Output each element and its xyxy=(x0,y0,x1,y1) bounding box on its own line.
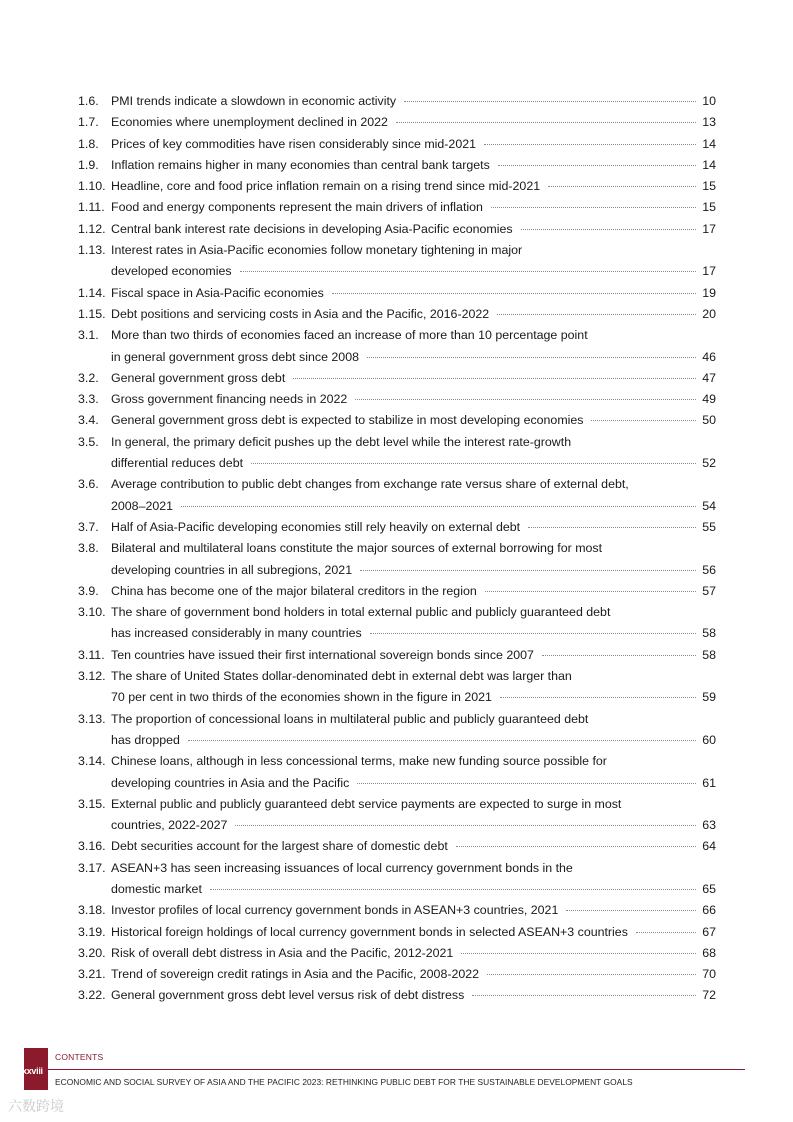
figure-title: differential reduces debt xyxy=(111,456,244,471)
figure-title: Average contribution to public debt changes from exchange rate versus share of external debt, xyxy=(111,477,629,492)
toc-entry[interactable] xyxy=(78,900,716,921)
figure-number: 3.5. xyxy=(78,434,99,449)
figure-title: Debt positions and servicing costs in Asia and the Pacific, 2016-2022 xyxy=(111,306,490,321)
figure-title: Bilateral and multilateral loans constitute the major sources of external borrowing for most xyxy=(111,541,603,556)
toc-entry[interactable] xyxy=(78,794,716,837)
figure-title: developed economies xyxy=(111,264,232,279)
section-label: CONTENTS xyxy=(55,1052,104,1062)
figure-number: 3.4. xyxy=(78,413,99,428)
dot-leader xyxy=(240,270,696,272)
toc-entry[interactable] xyxy=(78,985,716,1006)
toc-entry[interactable] xyxy=(78,943,716,964)
dot-leader xyxy=(521,228,696,230)
toc-entry[interactable] xyxy=(78,410,716,431)
figure-title: Investor profiles of local currency government bonds in ASEAN+3 countries, 2021 xyxy=(111,903,559,918)
figure-title: countries, 2022-2027 xyxy=(111,818,228,833)
figure-title: developing countries in all subregions, 2021 xyxy=(111,562,353,577)
figure-number: 1.6. xyxy=(78,94,99,108)
dot-leader xyxy=(293,377,696,379)
page-ref: 15 xyxy=(702,200,716,215)
dot-leader xyxy=(251,462,696,464)
dot-leader xyxy=(461,952,696,954)
toc-entry[interactable] xyxy=(78,219,716,240)
toc-entry[interactable] xyxy=(78,283,716,304)
toc-entry[interactable] xyxy=(78,176,716,197)
figure-title: Economies where unemployment declined in 2022 xyxy=(111,115,388,130)
toc-entry[interactable] xyxy=(78,538,716,581)
figure-title: has increased considerably in many countries xyxy=(111,626,362,641)
figure-title: 2008–2021 xyxy=(111,498,174,513)
toc-entry[interactable] xyxy=(78,858,716,901)
figure-title: Gross government financing needs in 2022 xyxy=(111,392,348,407)
figure-title: External public and publicly guaranteed debt service payments are expected to surge in most xyxy=(111,796,622,811)
figure-title: developing countries in Asia and the Pacific xyxy=(111,775,350,790)
figure-title: Debt securities account for the largest share of domestic debt xyxy=(111,839,448,854)
figure-title: The share of government bond holders in total external public and publicly guaranteed debt xyxy=(111,605,611,620)
page-ref: 17 xyxy=(702,221,716,236)
page-ref: 46 xyxy=(702,349,716,364)
page-ref: 14 xyxy=(702,136,716,151)
dot-leader xyxy=(491,206,696,208)
toc-entry[interactable] xyxy=(78,91,716,112)
dot-leader xyxy=(528,526,696,528)
page-ref: 17 xyxy=(702,264,716,279)
dot-leader xyxy=(235,824,696,826)
figure-title: has dropped xyxy=(111,732,180,747)
figure-title: Trend of sovereign credit ratings in Asia and the Pacific, 2008-2022 xyxy=(111,967,480,982)
page-ref: 49 xyxy=(702,392,716,407)
dot-leader xyxy=(636,931,696,933)
dot-leader xyxy=(367,356,696,358)
page-ref: 63 xyxy=(702,818,716,833)
figure-number: 3.20. xyxy=(78,945,106,960)
figure-number: 3.18. xyxy=(78,903,106,918)
figure-title: Historical foreign holdings of local currency government bonds in selected ASEAN+3 countries xyxy=(111,924,628,939)
figure-number: 3.6. xyxy=(78,477,99,492)
dot-leader xyxy=(484,143,696,145)
toc-entry[interactable] xyxy=(78,922,716,943)
figure-number: 1.11. xyxy=(78,200,105,215)
toc-entry[interactable] xyxy=(78,197,716,218)
page-ref: 47 xyxy=(702,370,716,385)
toc-entry[interactable] xyxy=(78,432,716,475)
figure-title: Risk of overall debt distress in Asia and the Pacific, 2012-2021 xyxy=(111,945,454,960)
toc-entry[interactable] xyxy=(78,666,716,709)
figure-number: 3.1. xyxy=(78,328,99,343)
page-ref: 56 xyxy=(702,562,716,577)
figure-number: 3.17. xyxy=(78,860,106,875)
dot-leader xyxy=(370,632,696,634)
figure-number: 3.15. xyxy=(78,796,106,811)
dot-leader xyxy=(542,654,696,656)
watermark: 六数跨境 xyxy=(8,1098,64,1114)
figure-title: Ten countries have issued their first international sovereign bonds since 2007 xyxy=(111,647,534,662)
toc-entry[interactable] xyxy=(78,134,716,155)
figure-number: 1.14. xyxy=(78,285,106,300)
dot-leader xyxy=(591,419,696,421)
figure-title: The share of United States dollar-denominated debt in external debt was larger than xyxy=(111,669,572,684)
figure-number: 3.2. xyxy=(78,370,99,385)
figure-title: General government gross debt is expected to stabilize in most developing economies xyxy=(111,413,584,428)
figure-number: 3.14. xyxy=(78,754,106,769)
page-ref: 65 xyxy=(702,881,716,896)
toc-entry[interactable] xyxy=(78,602,716,645)
dot-leader xyxy=(456,845,696,847)
page-ref: 50 xyxy=(702,413,716,428)
figure-title: More than two thirds of economies faced an increase of more than 10 percentage point xyxy=(111,328,588,343)
toc-entry[interactable] xyxy=(78,474,716,517)
toc-entry[interactable] xyxy=(78,389,716,410)
toc-entry[interactable] xyxy=(78,836,716,857)
page-ref: 61 xyxy=(702,775,716,790)
figure-title: Half of Asia-Pacific developing economies still rely heavily on external debt xyxy=(111,519,521,534)
page-ref: 15 xyxy=(702,179,716,194)
page-ref: 57 xyxy=(702,583,716,598)
figure-number: 3.9. xyxy=(78,583,99,598)
toc-entry[interactable] xyxy=(78,368,716,389)
figure-number: 3.22. xyxy=(78,988,106,1003)
page-ref: 52 xyxy=(702,456,716,471)
page-ref: 20 xyxy=(702,306,716,321)
dot-leader xyxy=(487,973,696,975)
figure-number: 3.19. xyxy=(78,924,106,939)
figure-title: Inflation remains higher in many economies than central bank targets xyxy=(111,157,490,172)
figure-number: 3.10. xyxy=(78,605,106,620)
figure-number: 3.12. xyxy=(78,669,106,684)
figure-title: PMI trends indicate a slowdown in economic activity xyxy=(111,94,397,108)
dot-leader xyxy=(181,505,696,507)
page-ref: 60 xyxy=(702,732,716,747)
figure-title: General government gross debt xyxy=(111,370,286,385)
dot-leader xyxy=(497,313,696,315)
page-ref: 70 xyxy=(702,967,716,982)
figure-title: The proportion of concessional loans in multilateral public and publicly guaranteed debt xyxy=(111,711,589,726)
table-of-figures xyxy=(78,91,716,1007)
toc-entry[interactable] xyxy=(78,645,716,666)
figure-number: 3.3. xyxy=(78,392,99,407)
page-ref: 55 xyxy=(702,519,716,534)
toc-entry[interactable] xyxy=(78,112,716,133)
toc-entry[interactable] xyxy=(78,964,716,985)
toc-entry[interactable] xyxy=(78,240,716,283)
figure-number: 1.10. xyxy=(78,179,106,194)
page-ref: 64 xyxy=(702,839,716,854)
footer-divider xyxy=(48,1069,745,1070)
page-ref: 58 xyxy=(702,647,716,662)
dot-leader xyxy=(355,398,696,400)
figure-title: 70 per cent in two thirds of the economies shown in the figure in 2021 xyxy=(111,690,492,705)
page-ref: 66 xyxy=(702,903,716,918)
dot-leader xyxy=(357,782,696,784)
figure-title: in general government gross debt since 2008 xyxy=(111,349,359,364)
figure-number: 3.16. xyxy=(78,839,106,854)
toc-entry[interactable] xyxy=(78,325,716,368)
figure-title: General government gross debt level versus risk of debt distress xyxy=(111,988,465,1003)
figure-title: Chinese loans, although in less concessional terms, make new funding source possible for xyxy=(111,754,607,769)
dot-leader xyxy=(548,185,696,187)
figure-title: Central bank interest rate decisions in developing Asia-Pacific economies xyxy=(111,221,513,236)
page-number: xxviii xyxy=(22,1066,43,1076)
toc-entry[interactable] xyxy=(78,581,716,602)
figure-number: 1.7. xyxy=(78,115,99,130)
toc-entry[interactable] xyxy=(78,155,716,176)
dot-leader xyxy=(566,909,696,911)
toc-entry[interactable] xyxy=(78,304,716,325)
dot-leader xyxy=(500,696,696,698)
figure-title: In general, the primary deficit pushes up the debt level while the interest rate-growth xyxy=(111,434,572,449)
figure-title: Fiscal space in Asia-Pacific economies xyxy=(111,285,324,300)
figure-title: China has become one of the major bilateral creditors in the region xyxy=(111,583,477,598)
page-ref: 10 xyxy=(702,94,716,108)
figure-number: 1.13. xyxy=(78,243,106,258)
figure-title: Prices of key commodities have risen considerably since mid-2021 xyxy=(111,136,476,151)
toc-entry[interactable] xyxy=(78,517,716,538)
page-ref: 58 xyxy=(702,626,716,641)
dot-leader xyxy=(472,994,696,996)
toc-entry[interactable] xyxy=(78,751,716,794)
figure-title: Headline, core and food price inflation remain on a rising trend since mid-2021 xyxy=(111,179,541,194)
page-ref: 13 xyxy=(702,115,716,130)
figure-number: 1.15. xyxy=(78,306,106,321)
figure-number: 3.21. xyxy=(78,967,106,982)
dot-leader xyxy=(396,121,696,123)
toc-entry[interactable] xyxy=(78,709,716,752)
figure-title: Interest rates in Asia-Pacific economies follow monetary tightening in major xyxy=(111,243,523,258)
figure-number: 3.13. xyxy=(78,711,106,726)
page-ref: 68 xyxy=(702,945,716,960)
figure-number: 1.8. xyxy=(78,136,99,151)
figure-title: domestic market xyxy=(111,881,202,896)
report-title: ECONOMIC AND SOCIAL SURVEY OF ASIA AND THE PACIFIC 2023: RETHINKING PUBLIC DEBT FOR THE SUSTAINABLE DEVELOPMENT GOALS xyxy=(55,1077,633,1087)
figure-number: 1.12. xyxy=(78,221,106,236)
figure-number: 3.7. xyxy=(78,519,99,534)
dot-leader xyxy=(498,164,696,166)
dot-leader xyxy=(188,739,696,741)
figure-number: 1.9. xyxy=(78,157,99,172)
page-ref: 67 xyxy=(702,924,716,939)
dot-leader xyxy=(404,100,696,102)
figure-number: 3.8. xyxy=(78,541,99,556)
page-ref: 19 xyxy=(702,285,716,300)
figure-number: 3.11. xyxy=(78,647,105,662)
page-ref: 72 xyxy=(702,988,716,1003)
dot-leader xyxy=(485,590,696,592)
page-ref: 14 xyxy=(702,157,716,172)
dot-leader xyxy=(332,292,696,294)
dot-leader xyxy=(360,569,696,571)
dot-leader xyxy=(210,888,696,890)
figure-title: Food and energy components represent the main drivers of inflation xyxy=(111,200,483,215)
figure-title: ASEAN+3 has seen increasing issuances of local currency government bonds in the xyxy=(111,860,573,875)
page-ref: 54 xyxy=(702,498,716,513)
page-ref: 59 xyxy=(702,690,716,705)
